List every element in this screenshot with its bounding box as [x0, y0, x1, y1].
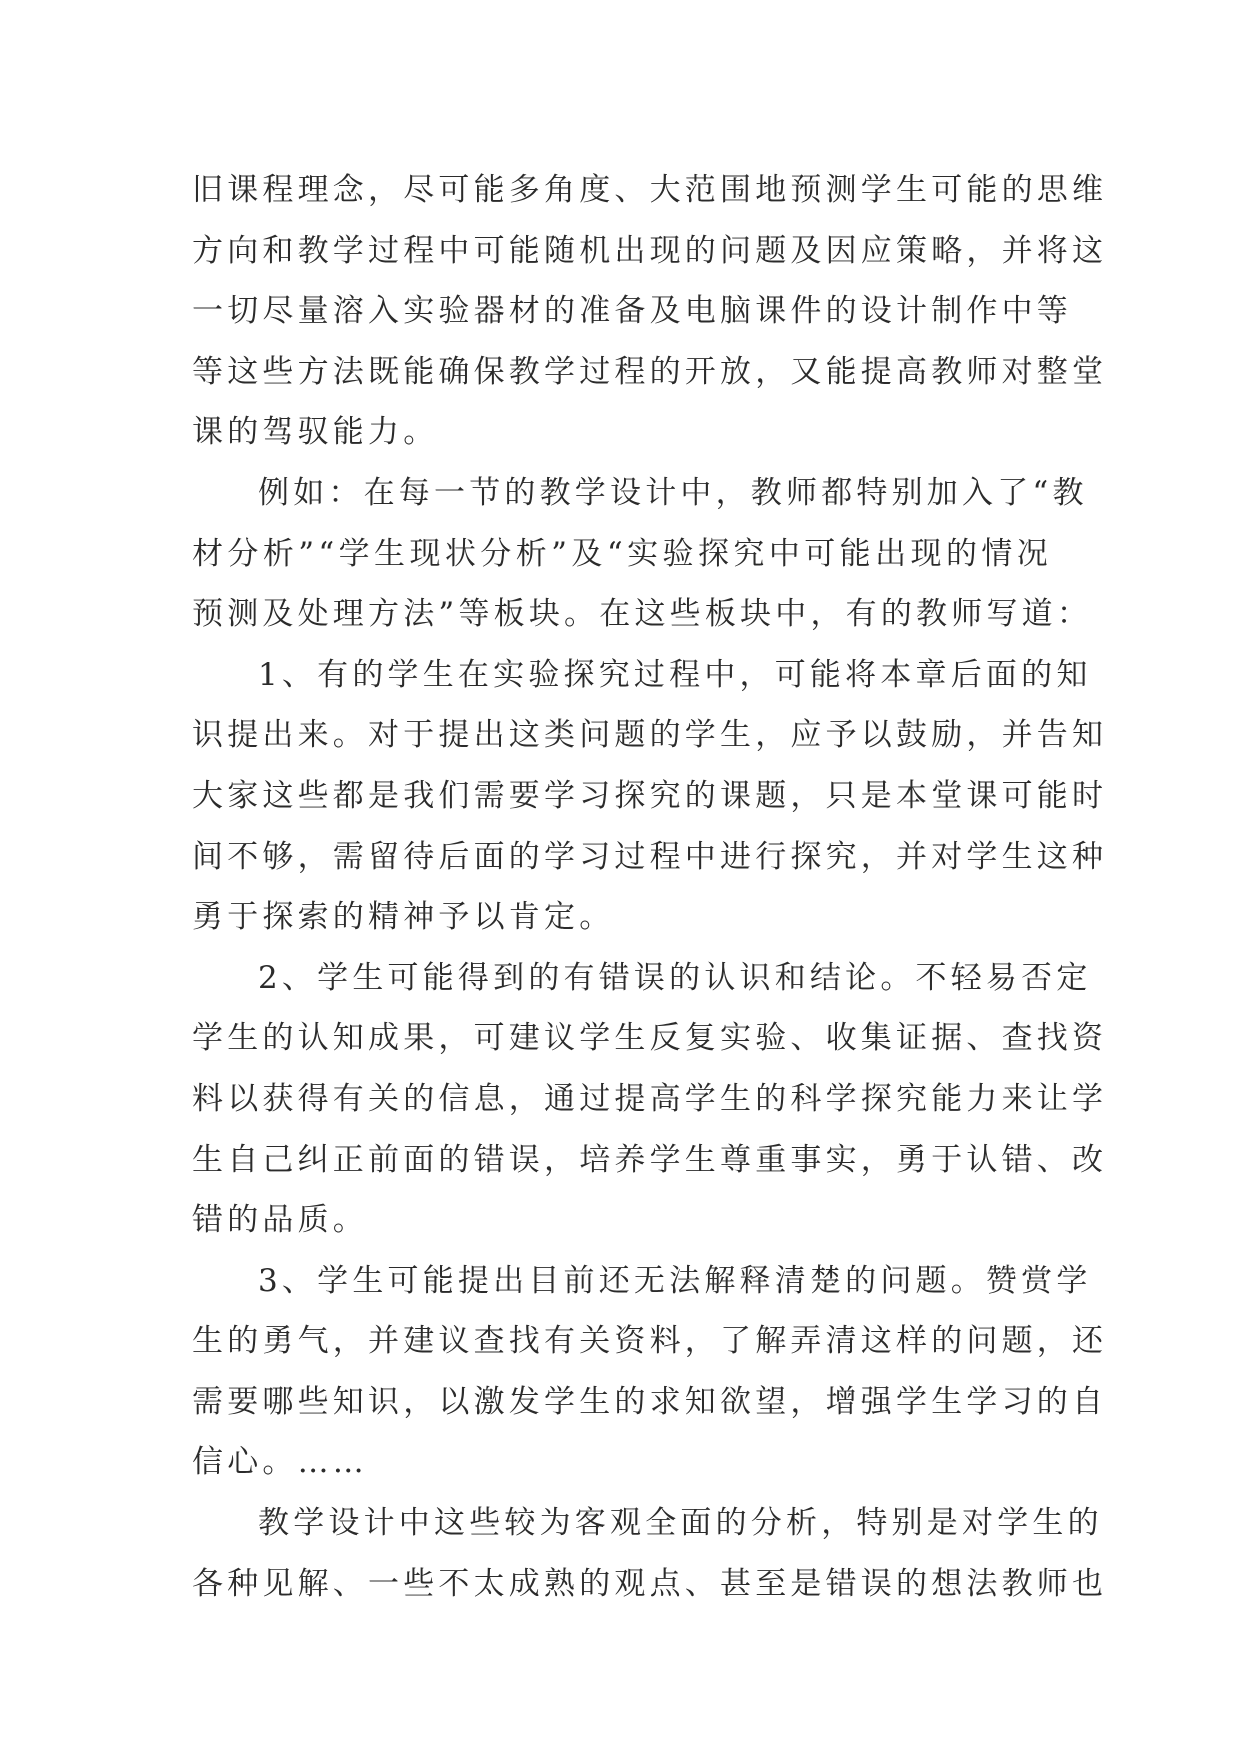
text-line: 间不够，需留待后面的学习过程中进行探究，并对学生这种: [192, 838, 1108, 875]
text-line: 方向和教学过程中可能随机出现的问题及因应策略，并将这: [192, 232, 1108, 269]
text-line: 需要哪些知识，以激发学生的求知欲望，增强学生学习的自: [192, 1383, 1108, 1420]
text-line: 课的驾驭能力。: [192, 414, 439, 451]
text-line: 生的勇气，并建议查找有关资料，了解弄清这样的问题，还: [192, 1323, 1108, 1360]
text-line: 大家这些都是我们需要学习探究的课题，只是本堂课可能时: [192, 777, 1108, 814]
text-line: 2、学生可能得到的有错误的认识和结论。不轻易否定: [258, 959, 1092, 996]
text-line: 生自己纠正前面的错误，培养学生尊重事实，勇于认错、改: [192, 1141, 1108, 1178]
text-line: 预测及处理方法”等板块。在这些板块中，有的教师写道：: [192, 596, 1093, 633]
text-line: 例如：在每一节的教学设计中，教师都特别加入了“教: [258, 474, 1088, 511]
paragraph-item-1: [192, 645, 1108, 948]
paragraph-item-3: [192, 1251, 1108, 1493]
text-line: 学生的认知成果，可建议学生反复实验、收集证据、查找资: [192, 1020, 1108, 1057]
text-line: 3、学生可能提出目前还无法解释清楚的问题。赞赏学: [258, 1262, 1092, 1299]
text-line: 识提出来。对于提出这类问题的学生，应予以鼓励，并告知: [192, 717, 1108, 754]
text-line: 勇于探索的精神予以肯定。: [192, 899, 615, 936]
body-text: [192, 160, 1108, 1614]
text-line: 等这些方法既能确保教学过程的开放，又能提高教师对整堂: [192, 353, 1108, 390]
text-line: 一切尽量溶入实验器材的准备及电脑课件的设计制作中等: [192, 293, 1072, 330]
paragraph-item-2: [192, 948, 1108, 1251]
paragraph-example: [192, 463, 1093, 645]
text-line: 材分析”“学生现状分析”及“实验探究中可能出现的情况: [192, 535, 1052, 572]
text-line: 错的品质。: [192, 1202, 368, 1239]
text-line: 信心。……: [192, 1444, 368, 1481]
text-line: 料以获得有关的信息，通过提高学生的科学探究能力来让学: [192, 1080, 1108, 1117]
text-line: 各种见解、一些不太成熟的观点、甚至是错误的想法教师也: [192, 1565, 1108, 1602]
text-line: 教学设计中这些较为客观全面的分析，特别是对学生的: [258, 1505, 1103, 1542]
paragraph-intro-continuation: [192, 160, 1108, 463]
text-line: 1、有的学生在实验探究过程中，可能将本章后面的知: [258, 656, 1092, 693]
paragraph-analysis: [192, 1493, 1108, 1614]
text-line: 旧课程理念，尽可能多角度、大范围地预测学生可能的思维: [192, 172, 1108, 208]
